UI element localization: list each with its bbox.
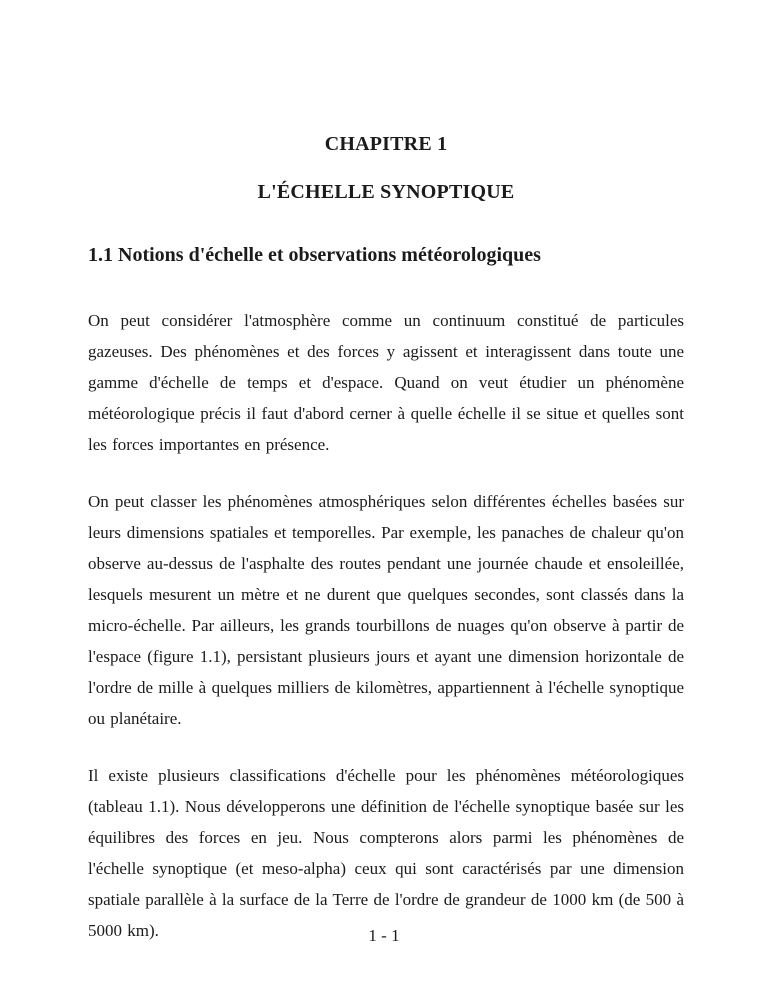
paragraph-3: Il existe plusieurs classifications d'échelle pour les phénomènes météorologiques (tableau 1.1). Nous développerons une définition de l'échelle synoptique basée sur les équilibres des forces en jeu. Nous compterons alors parmi les phénomènes de l'échelle synoptique (et meso-alpha) ceux qui sont caractérisés par une dimension spatiale parallèle à la surface de la Terre de l'ordre de grandeur de 1000 km (de 500 à 5000 km). [88,766,684,940]
chapter-subtitle: L'ÉCHELLE SYNOPTIQUE [257,181,515,203]
chapter-title: CHAPITRE 1 [324,133,448,155]
paragraph-1: On peut considérer l'atmosphère comme un continuum constitué de particules gazeuses. Des phénomènes et des forces y agissent et interagissent dans toute une gamme d'échelle de temps et d'espace. Quand on veut étudier un phénomène météorologique précis il faut d'abord cerner à quelle échelle il se situe et quelles sont les forces importantes en présence. [88,311,684,454]
page-number: 1 - 1 [368,926,400,945]
paragraph-2: On peut classer les phénomènes atmosphériques selon différentes échelles basées sur leurs dimensions spatiales et temporelles. Par exemple, les panaches de chaleur qu'on observe au-dessus de l'asphalte des routes pendant une journée chaude et ensoleillée, lesquels mesurent un mètre et ne durent que quelques secondes, sont classés dans la micro-échelle. Par ailleurs, les grands tourbillons de nuages qu'on observe à partir de l'espace (figure 1.1), persistant plusieurs jours et ayant une dimension horizontale de l'ordre de mille à quelques milliers de kilomètres, appartiennent à l'échelle synoptique ou planétaire. [88,492,684,728]
section-heading: 1.1 Notions d'échelle et observations météorologiques [88,244,541,266]
